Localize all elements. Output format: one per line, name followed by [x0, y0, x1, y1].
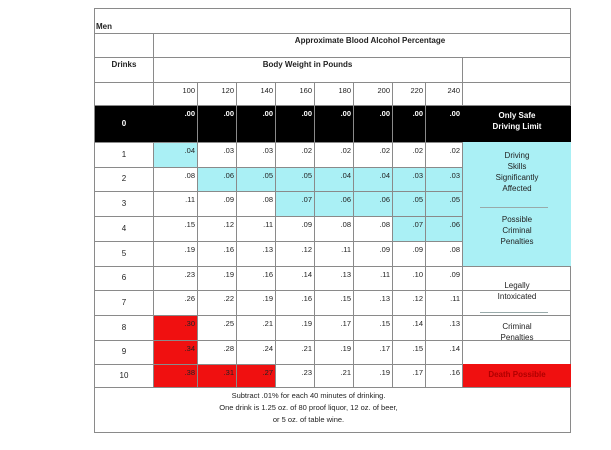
- bac-value: .19: [262, 294, 273, 303]
- bac-value: .19: [223, 270, 234, 279]
- bac-value: .03: [262, 146, 273, 155]
- bac-value: .17: [379, 344, 390, 353]
- bac-value: .06: [340, 195, 351, 204]
- bac-value: .13: [379, 294, 390, 303]
- bac-value: .16: [223, 245, 234, 254]
- column-divider: [236, 82, 237, 387]
- bac-value: .15: [340, 294, 351, 303]
- bac-value: .16: [449, 368, 460, 377]
- bac-value: .00: [412, 109, 423, 118]
- bac-value: .17: [340, 319, 351, 328]
- bac-value: .05: [262, 171, 273, 180]
- drinks-count: 10: [119, 370, 129, 380]
- bac-value: .34: [184, 344, 195, 353]
- bac-value: .04: [340, 171, 351, 180]
- footer-line-1: Subtract .01% for each 40 minutes of drinking.: [231, 391, 386, 400]
- bac-value: .05: [449, 195, 460, 204]
- column-divider: [353, 82, 354, 387]
- body-weight-header: Body Weight in Pounds: [262, 60, 353, 69]
- bac-value: .13: [262, 245, 273, 254]
- bac-value: .15: [379, 319, 390, 328]
- bac-value: .30: [184, 319, 195, 328]
- bac-value: .12: [223, 220, 234, 229]
- bac-value: .14: [412, 319, 423, 328]
- bac-value: .12: [301, 245, 312, 254]
- weight-header: 180: [338, 86, 351, 95]
- weight-header: 240: [447, 86, 460, 95]
- bac-value: .15: [412, 344, 423, 353]
- bac-value: .00: [301, 109, 312, 118]
- drinks-count: 7: [121, 297, 127, 307]
- legend-driving-skills: Driving Skills Significantly Affected: [495, 151, 539, 193]
- drinks-count: 1: [121, 149, 127, 159]
- bac-value: .13: [340, 270, 351, 279]
- footer-line-3: or 5 oz. of table wine.: [272, 415, 345, 424]
- bac-value: .02: [301, 146, 312, 155]
- legend-death-possible: Death Possible: [488, 370, 546, 379]
- column-divider: [197, 82, 198, 387]
- bac-value: .04: [379, 171, 390, 180]
- bac-value: .21: [340, 368, 351, 377]
- bac-value: .02: [449, 146, 460, 155]
- bac-value: .11: [450, 294, 460, 303]
- bac-value: .13: [449, 319, 460, 328]
- bac-value: .06: [379, 195, 390, 204]
- drinks-count: 0: [121, 118, 127, 128]
- bac-value: .00: [379, 109, 390, 118]
- bac-value: .22: [223, 294, 234, 303]
- bac-value: .08: [379, 220, 390, 229]
- bac-value: .21: [262, 319, 273, 328]
- bac-value: .38: [184, 368, 195, 377]
- drinks-count: 4: [121, 223, 127, 233]
- bac-value: .11: [380, 270, 390, 279]
- bac-value: .08: [184, 171, 195, 180]
- weight-header: 140: [260, 86, 273, 95]
- legend-possible-criminal: Possible Criminal Penalties: [500, 215, 534, 246]
- bac-value: .31: [223, 368, 234, 377]
- weight-header: 220: [410, 86, 423, 95]
- drinks-count: 2: [121, 174, 127, 183]
- bac-value: .05: [412, 195, 423, 204]
- weight-header: 200: [377, 86, 390, 95]
- bac-value: .28: [223, 344, 234, 353]
- bac-value: .09: [301, 220, 312, 229]
- bac-value: .00: [340, 109, 351, 118]
- bac-value: .14: [301, 270, 312, 279]
- bac-value: .00: [184, 109, 195, 118]
- bac-value: .07: [412, 220, 423, 229]
- row-divider: [95, 105, 571, 106]
- bac-value: .16: [262, 270, 273, 279]
- bac-value: .00: [223, 109, 234, 118]
- bac-value: .19: [184, 245, 195, 254]
- bac-value: .07: [301, 195, 312, 204]
- bac-value: .12: [412, 294, 423, 303]
- bac-value: .27: [262, 368, 273, 377]
- drinks-count: 6: [121, 273, 127, 282]
- bac-value: .14: [449, 344, 460, 353]
- bac-value: .19: [379, 368, 390, 377]
- bac-value: .16: [301, 294, 312, 303]
- table-title: Men: [96, 22, 112, 31]
- column-divider: [314, 82, 315, 387]
- bac-value: .00: [262, 109, 273, 118]
- divider: [95, 387, 571, 388]
- bac-value: .09: [412, 245, 423, 254]
- bac-value: .08: [340, 220, 351, 229]
- drinks-header: Drinks: [111, 60, 137, 69]
- weight-header: 100: [182, 86, 195, 95]
- column-divider: [392, 82, 393, 387]
- bac-value: .10: [412, 270, 423, 279]
- bac-value: .04: [184, 146, 195, 155]
- bac-value: .00: [449, 109, 460, 118]
- footer-line-2: One drink is 1.25 oz. of 80 proof liquor, 12 oz. of beer,: [219, 403, 398, 412]
- bac-value: .23: [184, 270, 195, 279]
- drinks-count: 8: [121, 322, 127, 332]
- bac-value: .08: [449, 245, 460, 254]
- bac-value: .25: [223, 319, 234, 328]
- drinks-count: 9: [121, 347, 127, 356]
- bac-value: .19: [301, 319, 312, 328]
- bac-value: .08: [262, 195, 273, 204]
- bac-value: .05: [301, 171, 312, 180]
- bac-value: .11: [341, 245, 351, 254]
- column-divider: [275, 82, 276, 387]
- row-divider: [95, 266, 571, 267]
- drinks-count: 5: [121, 248, 127, 258]
- bac-value: .06: [223, 171, 234, 180]
- bac-value: .02: [412, 146, 423, 155]
- legend-legally-intoxicated: Legally Intoxicated: [497, 281, 537, 301]
- divider: [95, 33, 571, 34]
- bac-value: .02: [379, 146, 390, 155]
- bac-value: .06: [449, 220, 460, 229]
- bac-value: .23: [301, 368, 312, 377]
- bac-value: .09: [449, 270, 460, 279]
- bac-value: .24: [262, 344, 273, 353]
- weight-header: 160: [299, 86, 312, 95]
- bac-value: .02: [340, 146, 351, 155]
- divider: [95, 57, 571, 58]
- drinks-count: 3: [121, 198, 127, 208]
- bac-value: .09: [379, 245, 390, 254]
- bac-value: .21: [301, 344, 312, 353]
- legend-separator: [480, 207, 548, 208]
- bac-value: .09: [223, 195, 234, 204]
- bac-value: .11: [185, 195, 195, 204]
- bac-value: .03: [449, 171, 460, 180]
- divider: [95, 82, 571, 83]
- bac-value: .03: [412, 171, 423, 180]
- legend-only-safe: Only Safe Driving Limit: [492, 111, 542, 131]
- column-divider: [425, 82, 426, 387]
- bac-value: .19: [340, 344, 351, 353]
- row-divider: [95, 315, 571, 316]
- legend-separator: [480, 312, 548, 313]
- bac-value: .11: [263, 220, 273, 229]
- bac-value: .03: [223, 146, 234, 155]
- main-header: Approximate Blood Alcohol Percentage: [294, 36, 446, 45]
- bac-value: .26: [184, 294, 195, 303]
- bac-value: .15: [184, 220, 195, 229]
- legend-criminal-penalties: Criminal Penalties: [500, 322, 534, 342]
- weight-header: 120: [221, 86, 234, 95]
- bac-value: .17: [412, 368, 423, 377]
